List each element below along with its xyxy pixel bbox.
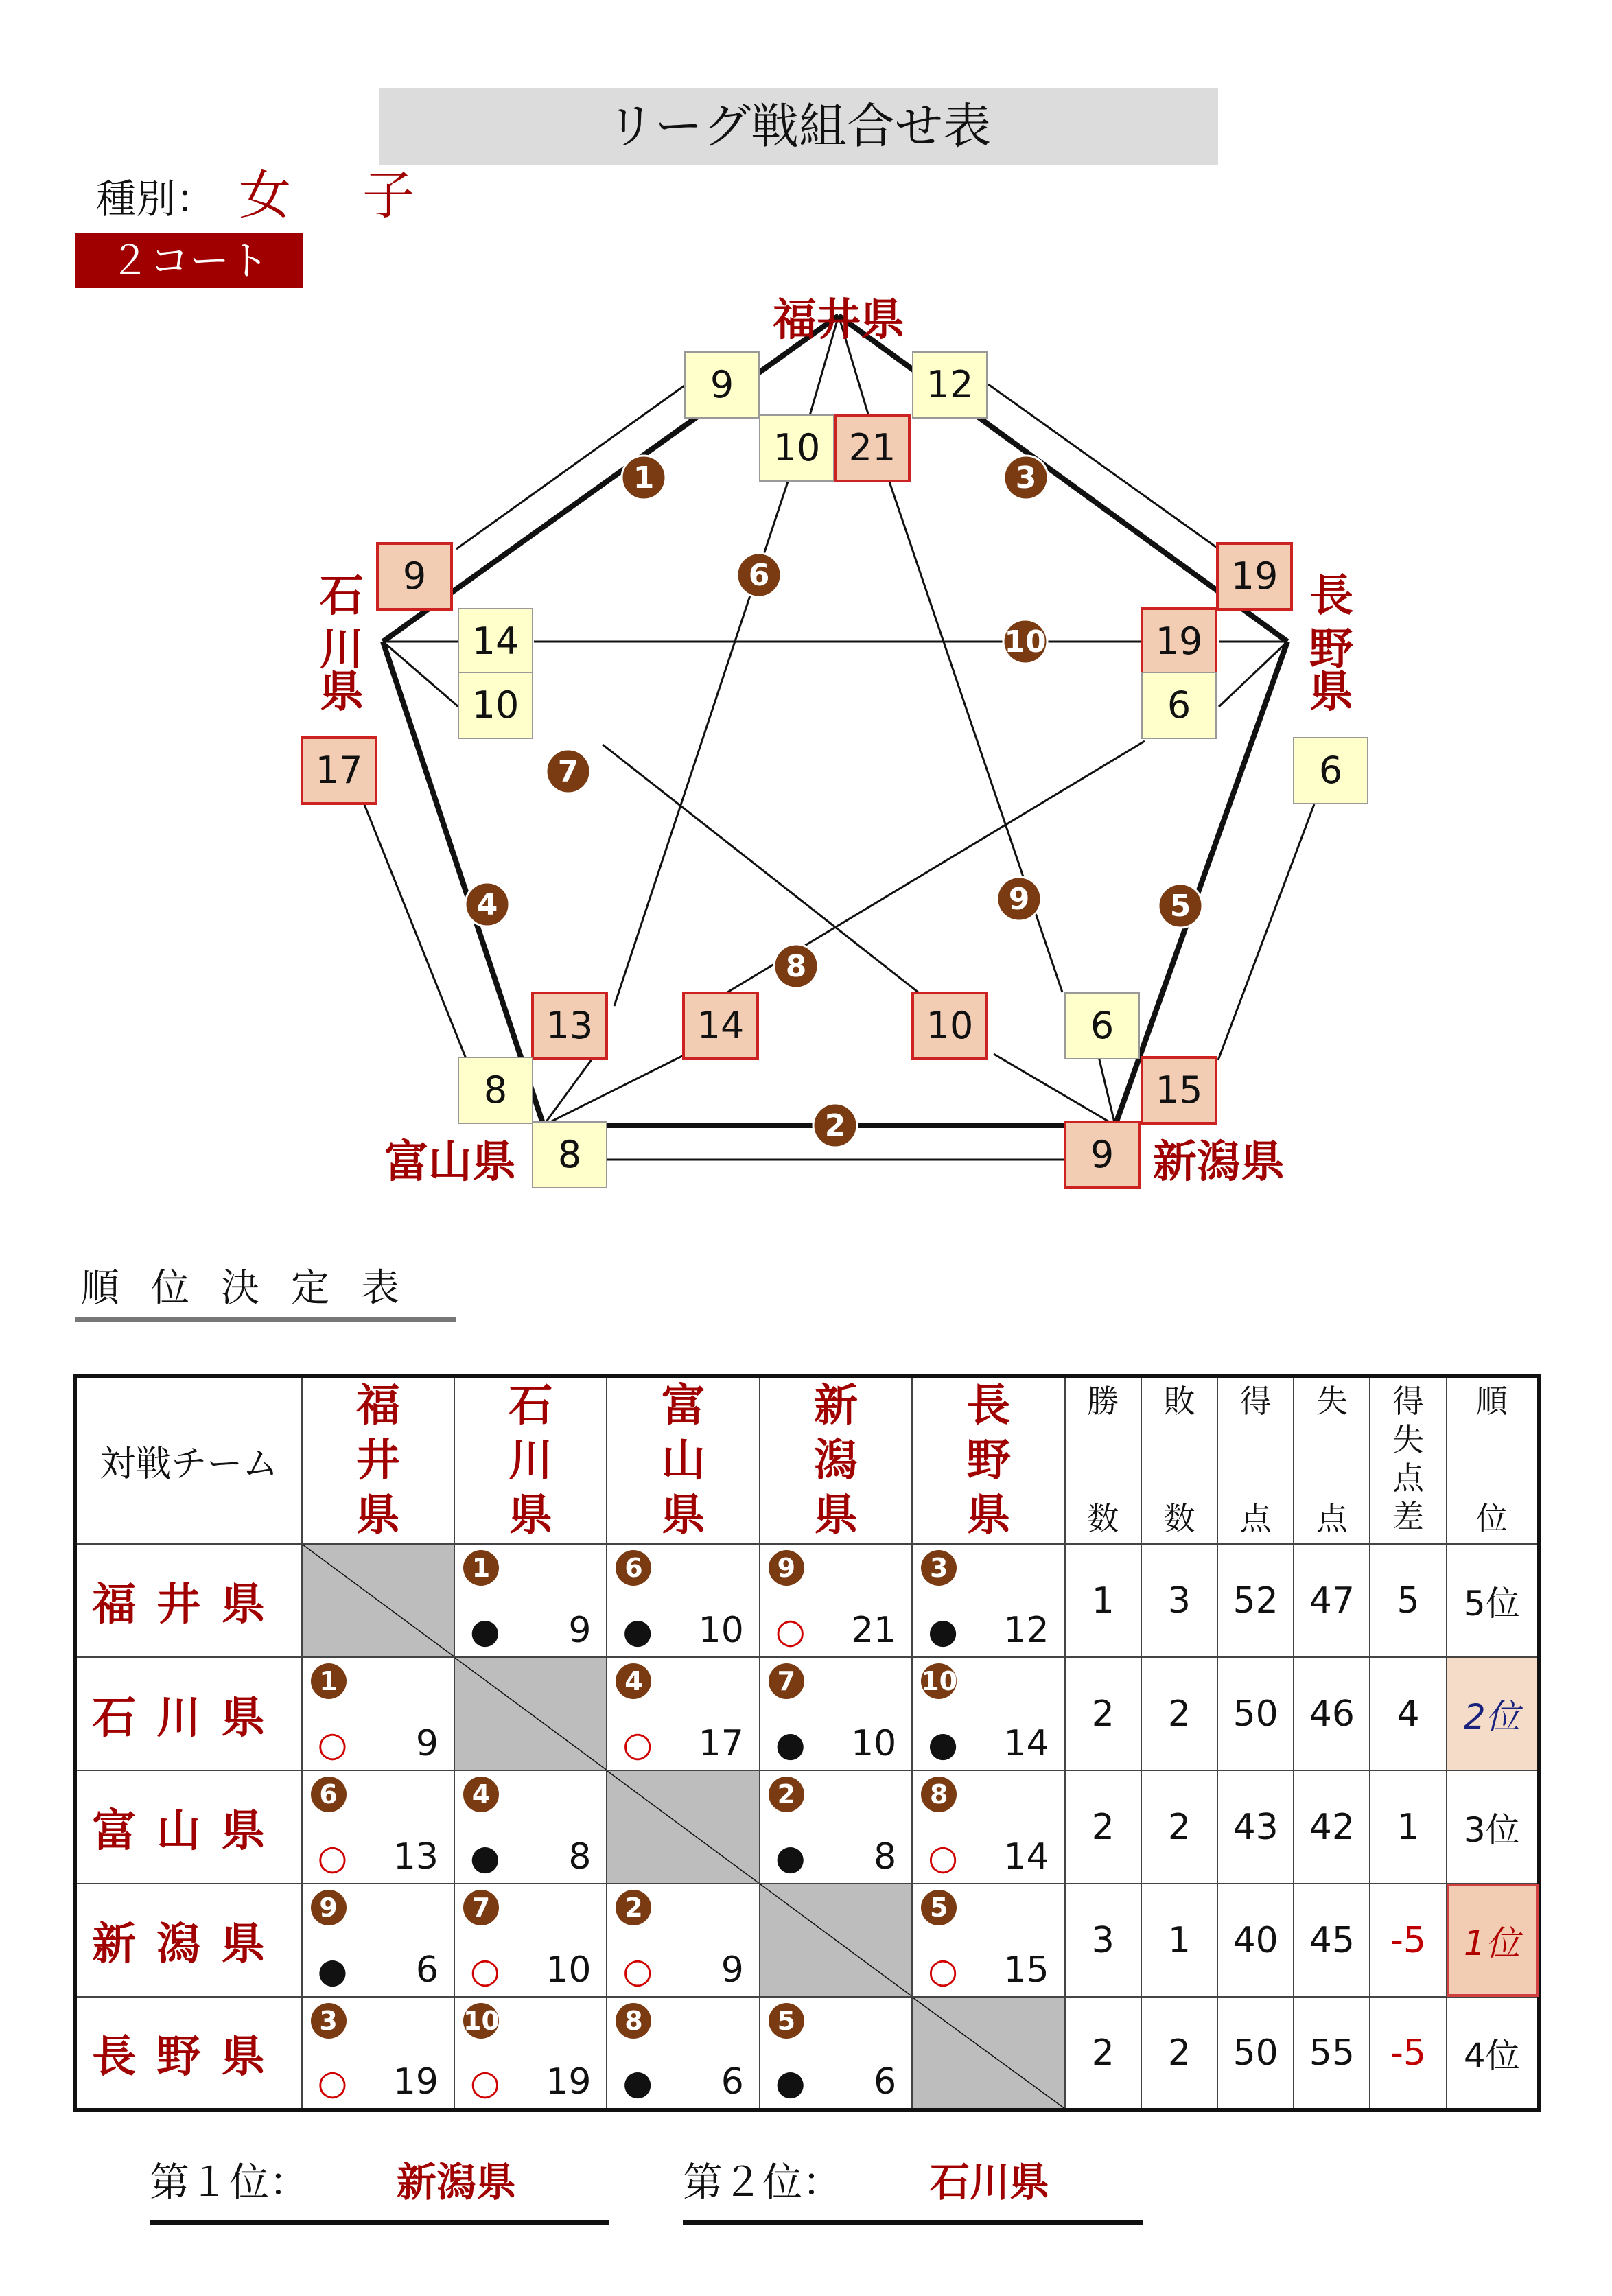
score-box-g9-niigata [1065,993,1139,1059]
wins-cell: 2 [1065,1657,1141,1770]
team-label-fukui: 福井県 [773,295,904,346]
game-badge-8 [774,944,818,988]
svg-text:9: 9 [402,554,427,598]
svg-text:6: 6 [1090,1004,1114,1047]
wins-cell: 2 [1065,1997,1141,2110]
loss-mark: ● [470,1838,500,1877]
col-team-header: 富 山 県 [607,1376,759,1544]
score-box-g7-niigata [913,993,987,1059]
match-cell [454,1770,607,1884]
match-score: 10 [698,1610,744,1651]
game-badge-9 [997,877,1041,921]
loss-mark: ● [470,1611,500,1651]
svg-text:10: 10 [471,683,519,727]
team-label-nagano [1309,571,1354,718]
match-score: 10 [851,1723,897,1764]
corner-label: 対戦チーム [75,1376,302,1544]
col-team-header: 石 川 県 [454,1376,607,1544]
svg-text:6: 6 [748,558,770,593]
match-score: 6 [874,2061,897,2102]
row-team-name: 長野県 [75,1997,302,2110]
match-score: 10 [546,1949,592,1991]
losses-cell: 2 [1141,1657,1217,1770]
match-score: 19 [393,2061,439,2102]
match-score: 9 [415,1723,439,1764]
losses-cell: 2 [1141,1770,1217,1884]
svg-text:野: 野 [1309,624,1353,675]
game-number-badge: 2 [769,1777,804,1812]
points-against-cell: 46 [1294,1657,1370,1770]
svg-text:7: 7 [557,754,579,789]
diff-cell: 4 [1370,1657,1446,1770]
diff-cell: -5 [1370,1997,1446,2110]
score-box-g10-ishikawa [458,609,533,675]
match-score: 8 [568,1836,592,1877]
game-badge-1 [622,456,666,500]
score-box-g4-ishikawa [302,738,376,804]
score-box-g7-ishikawa [458,672,533,738]
svg-text:10: 10 [926,1004,974,1047]
game-badge-4 [465,882,509,926]
svg-text:19: 19 [1155,620,1203,663]
points-for-cell: 43 [1217,1770,1294,1884]
diff-cell: 5 [1370,1544,1446,1657]
match-score: 9 [568,1610,592,1651]
wins-cell: 1 [1065,1544,1141,1657]
match-cell [454,1884,607,1997]
svg-text:15: 15 [1155,1068,1203,1112]
svg-text:3: 3 [1015,460,1037,495]
game-number-badge: 6 [616,1550,651,1586]
points-for-cell: 40 [1217,1884,1294,1997]
svg-text:10: 10 [773,426,821,469]
score-box-g1-fukui [685,352,759,418]
game-number-badge: 4 [463,1777,499,1812]
table-row [75,1657,1539,1770]
svg-text:19: 19 [1230,554,1278,598]
table-row [75,1997,1539,2110]
game-number-badge: 8 [921,1777,957,1812]
svg-text:17: 17 [315,749,363,792]
match-score: 14 [1003,1723,1049,1764]
game-badge-10 [1003,620,1047,664]
match-score: 14 [1003,1836,1049,1877]
game-number-badge: 7 [463,1890,499,1925]
win-mark: ○ [928,1951,958,1991]
category-value: 女 子 [239,165,443,226]
loss-mark: ● [775,2063,806,2102]
match-cell [302,1770,454,1884]
svg-text:長: 長 [1309,571,1353,622]
svg-text:県: 県 [320,667,364,718]
score-box-g4-toyama [458,1057,533,1123]
points-against-cell: 42 [1294,1770,1370,1884]
loss-mark: ● [928,1724,958,1764]
row-team-name: 新潟県 [75,1884,302,1997]
points-against-cell: 55 [1294,1997,1370,2110]
svg-text:9: 9 [710,363,734,406]
score-box-g8-nagano [1142,672,1216,738]
game-number-badge: 9 [769,1550,804,1586]
game-badge-2 [813,1103,857,1147]
points-for-cell: 52 [1217,1544,1294,1657]
first-place [150,2155,517,2210]
match-cell [454,1544,607,1657]
svg-text:14: 14 [697,1004,745,1047]
first-place-value: 新潟県 [397,2159,517,2205]
svg-text:9: 9 [1008,882,1030,917]
points-against-cell: 45 [1294,1884,1370,1997]
losses-cell: 3 [1141,1544,1217,1657]
rank-cell: 1位 [1447,1884,1539,1997]
svg-text:6: 6 [1167,683,1191,727]
page-title: リーグ戦組合せ表 [379,88,1218,165]
svg-text:9: 9 [1090,1133,1114,1176]
score-box-g9-fukui [835,415,909,481]
match-cell [454,1997,607,2110]
match-cell [760,1657,912,1770]
loss-mark: ● [928,1611,958,1651]
loss-mark: ● [622,2063,653,2102]
category-label: 種別： [96,176,216,222]
score-box-g2-toyama [533,1122,607,1188]
match-cell [912,1884,1064,1997]
team-label-ishikawa [320,571,364,718]
match-score: 12 [1003,1610,1049,1651]
stat-header: 順 位 [1447,1376,1539,1544]
score-box-g5-nagano [1294,738,1368,804]
section-underline [75,1317,456,1322]
match-score: 19 [546,2061,592,2102]
points-for-cell: 50 [1217,1657,1294,1770]
score-box-g3-fukui [913,352,987,418]
svg-text:県: 県 [1309,667,1353,718]
win-mark: ○ [622,1724,653,1764]
score-box-g10-nagano [1142,609,1216,675]
match-score: 8 [874,1836,897,1877]
col-team-header: 長 野 県 [912,1376,1064,1544]
loss-mark: ● [775,1724,806,1764]
wins-cell: 2 [1065,1770,1141,1884]
svg-text:8: 8 [483,1068,508,1112]
win-mark: ○ [775,1611,806,1651]
second-place-line [683,2220,1143,2225]
match-cell [302,1657,454,1770]
svg-text:13: 13 [546,1004,594,1047]
game-number-badge: 1 [463,1550,499,1586]
match-cell [760,1544,912,1657]
first-place-label: 第１位： [150,2159,309,2205]
second-place-label: 第２位： [683,2159,843,2205]
second-place [683,2155,1050,2210]
game-number-badge: 5 [769,2003,804,2039]
game-number-badge: 7 [769,1663,804,1699]
diagonal-cell [454,1657,607,1770]
match-score: 17 [698,1723,744,1764]
game-number-badge: 10 [463,2003,499,2039]
stat-header: 得 点 [1217,1376,1294,1544]
table-header-row [75,1376,1539,1544]
score-box-g6-fukui [760,415,834,481]
win-mark: ○ [622,1951,653,1991]
svg-text:1: 1 [633,460,655,495]
game-number-badge: 6 [311,1777,347,1812]
score-box-g1-ishikawa [377,543,452,609]
win-mark: ○ [317,2063,348,2102]
wins-cell: 3 [1065,1884,1141,1997]
svg-text:2: 2 [824,1108,846,1143]
score-box-g5-niigata [1142,1057,1216,1123]
row-team-name: 福井県 [75,1544,302,1657]
match-cell [607,1544,759,1657]
diff-cell: 1 [1370,1770,1446,1884]
losses-cell: 1 [1141,1884,1217,1997]
loss-mark: ● [622,1611,653,1651]
rank-cell: 5位 [1447,1544,1539,1657]
match-score: 6 [415,1949,439,1991]
court-badge: ２コート [75,233,303,288]
points-against-cell: 47 [1294,1544,1370,1657]
game-badge-5 [1158,884,1202,928]
game-badge-3 [1004,456,1048,500]
svg-text:8: 8 [785,949,807,984]
rank-cell: 2位 [1447,1657,1539,1770]
match-cell [302,1884,454,1997]
svg-text:5: 5 [1169,889,1191,924]
match-score: 21 [851,1610,897,1651]
match-score: 15 [1003,1949,1049,1991]
svg-text:川: 川 [320,624,364,675]
match-cell [302,1997,454,2110]
win-mark: ○ [928,1838,958,1877]
game-number-badge: 2 [616,1890,651,1925]
rank-cell: 4位 [1447,1997,1539,2110]
stat-header: 得 失 点 差 [1370,1376,1446,1544]
match-cell [760,1997,912,2110]
table-row [75,1884,1539,1997]
match-score: 13 [393,1836,439,1877]
score-box-g8-toyama [684,993,758,1059]
svg-text:8: 8 [557,1133,582,1176]
losses-cell: 2 [1141,1997,1217,2110]
svg-text:10: 10 [1004,624,1047,659]
team-label-toyama: 富山県 [384,1137,516,1188]
stat-header: 勝 数 [1065,1376,1141,1544]
loss-mark: ● [317,1951,348,1991]
game-number-badge: 10 [921,1663,957,1699]
game-number-badge: 3 [311,2003,347,2039]
diagonal-cell [760,1884,912,1997]
match-cell [760,1770,912,1884]
diagonal-cell [912,1997,1064,2110]
diff-cell: -5 [1370,1884,1446,1997]
win-mark: ○ [317,1724,348,1764]
svg-text:4: 4 [476,887,498,922]
game-number-badge: 3 [921,1550,957,1586]
game-number-badge: 9 [311,1890,347,1925]
match-cell [912,1770,1064,1884]
svg-text:14: 14 [471,620,519,663]
match-cell [607,1657,759,1770]
points-for-cell: 50 [1217,1997,1294,2110]
score-box-g2-niigata [1065,1122,1139,1188]
score-box-g6-toyama [533,993,607,1059]
diagonal-cell [302,1544,454,1657]
svg-text:石: 石 [320,571,364,622]
section-title: 順位決定表 [81,1266,431,1311]
game-number-badge: 4 [616,1663,651,1699]
stat-header: 敗 数 [1141,1376,1217,1544]
match-score: 9 [721,1949,744,1991]
match-score: 6 [721,2061,744,2102]
ranking-table [73,1374,1541,2112]
first-place-line [150,2220,609,2225]
table-row [75,1544,1539,1657]
svg-text:12: 12 [926,363,974,406]
match-cell [912,1544,1064,1657]
win-mark: ○ [470,1951,500,1991]
rank-cell: 3位 [1447,1770,1539,1884]
svg-text:6: 6 [1318,749,1343,792]
team-label-niigata: 新潟県 [1153,1137,1285,1188]
win-mark: ○ [317,1838,348,1877]
match-cell [607,1884,759,1997]
diagonal-cell [607,1770,759,1884]
second-place-value: 石川県 [930,2159,1050,2205]
game-number-badge: 8 [616,2003,651,2039]
loss-mark: ● [775,1838,806,1877]
table-row [75,1770,1539,1884]
game-number-badge: 5 [921,1890,957,1925]
row-team-name: 石川県 [75,1657,302,1770]
stat-header: 失 点 [1294,1376,1370,1544]
match-cell [912,1657,1064,1770]
game-badge-7 [546,749,590,793]
match-cell [607,1997,759,2110]
score-box-g3-nagano [1217,543,1292,609]
col-team-header: 福 井 県 [302,1376,454,1544]
game-number-badge: 1 [311,1663,347,1699]
win-mark: ○ [470,2063,500,2102]
col-team-header: 新 潟 県 [760,1376,912,1544]
row-team-name: 富山県 [75,1770,302,1884]
game-badge-6 [737,553,781,597]
svg-text:21: 21 [848,426,896,469]
